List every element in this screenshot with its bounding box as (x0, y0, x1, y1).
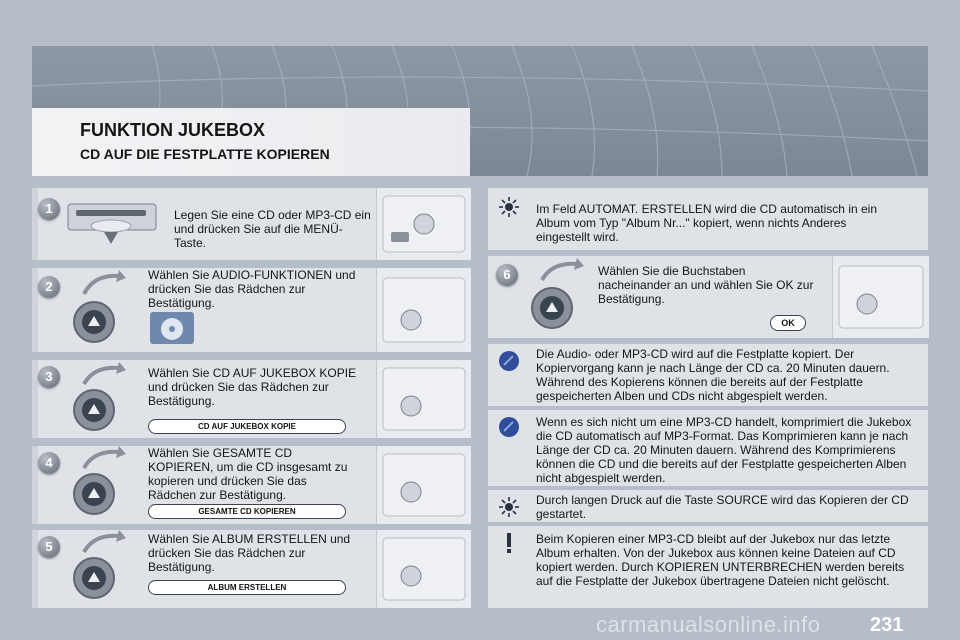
page-number: 231 (870, 614, 904, 636)
page-subtitle: CD AUF DIE FESTPLATTE KOPIEREN (80, 146, 330, 162)
step-bar (32, 446, 38, 524)
step-4-text: Wählen Sie GESAMTE CD KOPIEREN, um die CD insgesamt zu kopieren und drücken Sie das Rädchen zur Bestätigung. (148, 446, 348, 502)
tip-text-1: Im Feld AUTOMAT. ERSTELLEN wird die CD automatisch in ein Album vom Typ "Album Nr..." kopiert, wenn nichts Anderes eingestellt wird. (536, 202, 878, 244)
page-title: FUNKTION JUKEBOX (80, 120, 266, 140)
radio-panel-icon (832, 256, 929, 338)
ok-pill: OK (770, 315, 806, 331)
step-1-text: Legen Sie eine CD oder MP3-CD ein und drücken Sie auf die MENÜ-Taste. (174, 208, 371, 250)
step-number-badge: 1 (38, 198, 60, 220)
rotate-knob-icon (64, 530, 144, 608)
menu-option-pill: GESAMTE CD KOPIEREN (148, 504, 346, 519)
rotate-knob-icon (522, 258, 602, 338)
radio-panel-icon (376, 188, 471, 260)
title-box (32, 108, 470, 176)
tip-icon (498, 496, 520, 518)
rotate-knob-icon (64, 362, 144, 438)
info-icon (498, 416, 520, 438)
step-bar (32, 530, 38, 608)
step-number-badge: 6 (496, 264, 518, 286)
info-text-2: Wenn es sich nicht um eine MP3-CD handelt, komprimiert die Jukebox die CD automatisch auf MP3-Format. Das Komprimieren kann je nach Länge der CD ca. 20 Minuten dauern. Während des Komprimierens können die CD und die bereits auf der Festplatte gespeicherten Alben nicht abgespielt werden. (536, 415, 912, 485)
step-bar (32, 360, 38, 438)
info-text-1: Die Audio- oder MP3-CD wird auf die Festplatte kopiert. Der Kopiervorgang kann je nach Länge der CD ca. 20 Minuten dauern. Während des Kopierens können die bereits auf der Festplatte gespeicherten Alben und CDs nicht abgespielt werden. (536, 347, 890, 403)
radio-panel-icon (376, 360, 471, 438)
step-number-badge: 5 (38, 536, 60, 558)
radio-panel-icon (376, 268, 471, 352)
tip-icon (498, 196, 520, 218)
warning-text: Beim Kopieren einer MP3-CD bleibt auf der Jukebox nur das letzte Album erhalten. Von der Jukebox aus können keine Dateien auf CD kopiert werden. Durch KOPIEREN UNTERBRECHEN werden bereits auf die Festplatte der Jukebox übertragene Dateien nicht gelöscht. (536, 532, 905, 588)
step-2-text: Wählen Sie AUDIO-FUNKTIONEN und drücken Sie das Rädchen zur Bestätigung. (148, 268, 356, 310)
warning-icon (498, 532, 520, 554)
step-bar (32, 268, 38, 352)
step-bar (32, 188, 38, 260)
step-5-text: Wählen Sie ALBUM ERSTELLEN und drücken Sie das Rädchen zur Bestätigung. (148, 532, 351, 574)
info-icon (498, 350, 520, 372)
tip-text-2: Durch langen Druck auf die Taste SOURCE wird das Kopieren der CD gestartet. (536, 493, 909, 521)
watermark: carmanualsonline.info (596, 612, 821, 637)
cd-icon (150, 312, 194, 344)
radio-panel-icon (376, 446, 471, 524)
menu-option-pill: ALBUM ERSTELLEN (148, 580, 346, 595)
step-number-badge: 4 (38, 452, 60, 474)
step-number-badge: 3 (38, 366, 60, 388)
rotate-knob-icon (64, 270, 144, 350)
cd-player-icon (66, 196, 160, 246)
step-3-text: Wählen Sie CD AUF JUKEBOX KOPIE und drücken Sie das Rädchen zur Bestätigung. (148, 366, 357, 408)
menu-option-pill: CD AUF JUKEBOX KOPIE (148, 419, 346, 434)
rotate-knob-icon (64, 446, 144, 524)
step-number-badge: 2 (38, 276, 60, 298)
step-6-text: Wählen Sie die Buchstaben nacheinander an und wählen Sie OK zur Bestätigung. (598, 264, 814, 306)
radio-panel-icon (376, 530, 471, 608)
